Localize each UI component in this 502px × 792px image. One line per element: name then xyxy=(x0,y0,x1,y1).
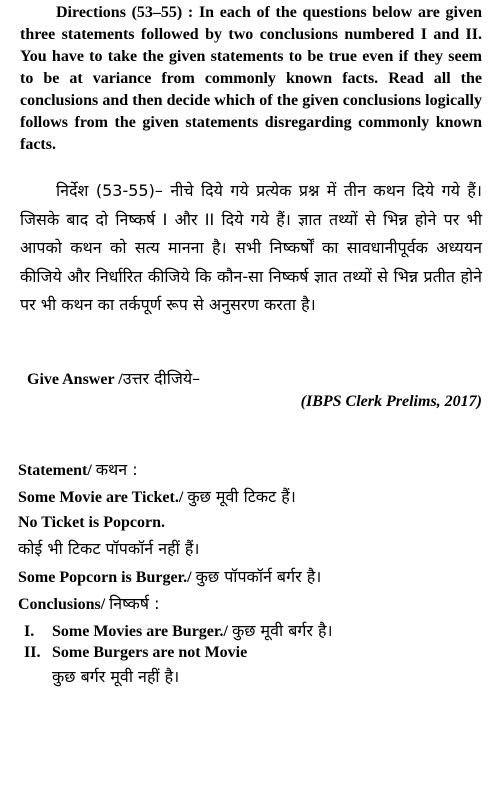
conclusion-1-english: Some Movies are Burger./ xyxy=(52,623,228,640)
statement-2-hindi-line xyxy=(18,537,199,559)
answer-prompt xyxy=(27,367,200,389)
conclusion-2-hindi: कुछ बर्गर मूवी नहीं है। xyxy=(52,667,180,686)
conclusion-2-number: II. xyxy=(24,644,41,661)
answer-prompt-hindi: उत्तर दीजिये– xyxy=(122,369,201,388)
conclusion-1 xyxy=(24,619,333,641)
statement-1-hindi: कुछ मूवी टिकट हैं। xyxy=(187,487,296,506)
statement-3-english: Some Popcorn is Burger./ xyxy=(18,569,192,586)
statement-1 xyxy=(18,485,296,507)
statement-heading xyxy=(18,458,138,480)
conclusion-2-english: Some Burgers are not Movie xyxy=(52,644,248,661)
conclusion-2 xyxy=(24,644,247,662)
exam-source: (IBPS Clerk Prelims, 2017) xyxy=(300,393,482,410)
statement-2-english: No Ticket is Popcorn. xyxy=(18,514,165,531)
conclusion-1-hindi: कुछ मूवी बर्गर है। xyxy=(231,621,333,640)
answer-prompt-english: Give Answer / xyxy=(27,371,123,388)
conclusions-heading-hindi: निष्कर्ष : xyxy=(109,594,160,613)
statement-heading-hindi: कथन : xyxy=(95,460,138,479)
conclusions-heading-english: Conclusions/ xyxy=(18,596,106,613)
statement-3-hindi: कुछ पॉपकॉर्न बर्गर है। xyxy=(195,567,322,586)
statement-1-english: Some Movie are Ticket./ xyxy=(18,489,184,506)
statement-heading-english: Statement/ xyxy=(18,462,92,479)
conclusions-heading xyxy=(18,592,160,614)
directions-english: Directions (53–55) : In each of the questions below are given three statements followed by two conclusions numbered I and II. You have to take the given statements to be true even if they seem to be at variance from commonly known facts. Read all the conclusions and then decide which of the given conclusions logically follows from the given statements disregarding commonly known facts. xyxy=(20,4,482,153)
conclusion-1-number: I. xyxy=(24,623,35,640)
directions-hindi: निर्देश (53-55)– नीचे दिये गये प्रत्येक प्रश्न में तीन कथन दिये गये हैं। जिसके बाद दो निष्कर्ष I और II दिये गये हैं। ज्ञात तथ्यों से भिन्न होने पर भी आपको कथन को सत्य मानना है। सभी निष्कर्षों का सावधानीपूर्वक अध्ययन कीजिये और निर्धारित कीजिये कि कौन-सा निष्कर्ष ज्ञात तथ्यों से भिन्न प्रतीत होने पर भी कथन का तर्कपूर्ण रूप से अनुसरण करता है। xyxy=(20,181,482,314)
statement-2-hindi: कोई भी टिकट पॉपकॉर्न नहीं हैं। xyxy=(18,539,200,558)
conclusion-2-hindi-line xyxy=(52,665,179,687)
statement-3 xyxy=(18,565,321,587)
